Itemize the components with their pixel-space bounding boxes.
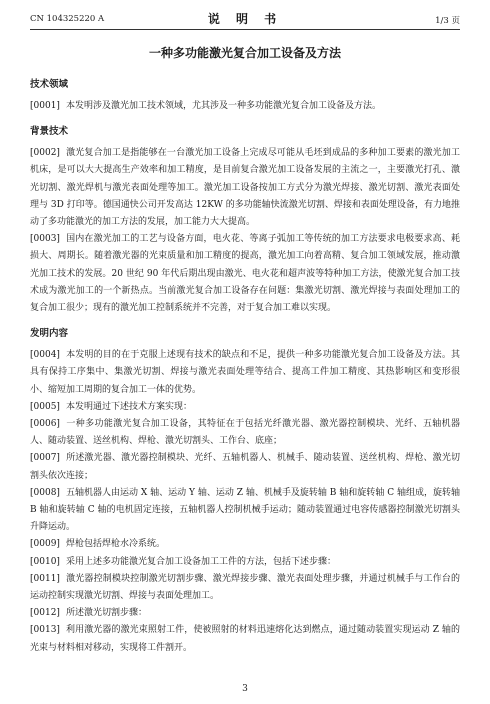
document-type-label: 说 明 书: [207, 12, 283, 26]
section-heading: 背景技术: [30, 126, 69, 138]
document-title: 一种多功能激光复合加工设备及方法: [148, 46, 341, 60]
paragraph: [30, 399, 460, 416]
paragraph-number: [0004]: [30, 350, 60, 361]
paragraph-text: 焊枪包括焊枪水冷系统。: [65, 539, 165, 550]
paragraph-number: [0003]: [30, 234, 60, 245]
header-divider: [30, 29, 460, 30]
paragraph: [30, 536, 460, 553]
paragraph: [30, 145, 460, 231]
paragraph: [30, 347, 460, 399]
paragraph-number: [0008]: [30, 487, 60, 498]
paragraph: [30, 416, 460, 450]
paragraph-number: [0002]: [30, 148, 60, 159]
paragraph-number: [0005]: [30, 401, 60, 412]
paragraph-text: 本发明的目的在于克服上述现有技术的缺点和不足，提供一种多功能激光复合加工设备及方法。其具有保持工序集中、集激光切割、焊接与激光表面处理等结合、提高工件加工精度、其热影响区和变形很小、缩短加工周期的复合加工一体的优势。: [30, 350, 460, 395]
paragraph: [30, 605, 460, 622]
paragraph-number: [0013]: [30, 625, 60, 636]
paragraph: [30, 98, 460, 115]
paragraph-number: [0009]: [30, 539, 60, 550]
paragraph-text: 一种多功能激光复合加工设备，其特征在于包括光纤激光器、激光器控制模块、光纤、五轴机器人、随动装置、送丝机构、焊枪、激光切割头、工作台、底座；: [30, 419, 460, 447]
paragraph-text: 本发明涉及激光加工技术领域，尤其涉及一种多功能激光复合加工设备及方法。: [65, 101, 381, 111]
paragraph-text: 国内在激光加工的工艺与设备方面，电火花、等离子弧加工等传统的加工方法要求电极要求高、耗损大、周期长。随着激光器的光束质量和加工精度的提高，激光加工向着高精、复合加工领域发展，推动激光加工技术的发展。20 世纪 90 年代后期出现由激光、电火花和超声波等特种加工方法，使激光复合加工技术成为激光加工的一个新热点。当前激光复合加工设备存在问题：集激光切割、激光焊接与表面处理加工的复合加工很少；现有的激光加工控制系统并不完善，对于复合加工难以实现。: [30, 234, 460, 314]
paragraph-number: [0010]: [30, 556, 60, 567]
paragraph-text: 激光器控制模块控制激光切割步骤、激光焊接步骤、激光表面处理步骤，并通过机械手与工作台的运动控制实现激光切割、焊接与表面处理加工。: [30, 573, 460, 602]
paragraph: [30, 622, 460, 656]
paragraph-number: [0011]: [30, 573, 60, 584]
paragraph-text: 采用上述多功能激光复合加工设备加工工件的方法，包括下述步骤：: [65, 556, 336, 567]
patent-number: CN 104325220 A: [30, 14, 105, 24]
page-header: [30, 6, 460, 30]
paragraph: [30, 485, 460, 537]
paragraph: [30, 554, 460, 571]
section-heading: 技术领域: [30, 79, 69, 90]
document-body: [30, 78, 460, 657]
page-count: 1/3 页: [435, 16, 460, 26]
paragraph: [30, 571, 460, 605]
paragraph-text: 本发明通过下述技术方案实现：: [65, 401, 192, 412]
paragraph-number: [0001]: [30, 101, 60, 111]
paragraph-number: [0012]: [30, 608, 60, 619]
paragraph-number: [0007]: [30, 453, 60, 464]
paragraph-number: [0006]: [30, 419, 60, 430]
paragraph-text: 激光复合加工是指能够在一台激光加工设备上完成尽可能从毛坯到成品的多种加工要素的激光加工机床，是可以大大提高生产效率和加工精度，是目前复合激光加工设备发展的主流之一，主要激光打孔、激光切割、激光焊机与激光表面处理等加工。激光加工设备按加工方式分为激光焊接、激光切割、激光表面处理与 3D 打印等。德国通快公司开发高达 12KW 的多功能轴快流激光切割、焊接和表面处理设备，有力地推动了多功能激光的加工方法的发展，加工能力大大提高。: [30, 148, 460, 228]
paragraph-text: 五轴机器人由运动 X 轴、运动 Y 轴、运动 Z 轴、机械手及旋转轴 B 轴和旋转轴 C 轴组成，旋转轴 B 轴和旋转轴 C 轴的电机固定连接，五轴机器人控制机械手运动；随动装置通过电容传感器控制激光切割头升降运动。: [30, 487, 460, 533]
paragraph-text: 所述激光切割步骤：: [65, 608, 147, 619]
paragraph-text: 所述激光器、激光器控制模块、光纤、五轴机器人、机械手、随动装置、送丝机构、焊枪、激光切割头依次连接；: [30, 453, 460, 481]
paragraph: [30, 231, 460, 317]
paragraph-text: 利用激光器的激光束照射工件，使被照射的材料迅速熔化达到燃点，通过随动装置实现运动 Z 轴的光束与材料相对移动，实现将工件割开。: [30, 625, 460, 653]
paragraph: [30, 450, 460, 484]
page-number: 3: [242, 684, 248, 694]
section-heading: 发明内容: [30, 328, 69, 340]
